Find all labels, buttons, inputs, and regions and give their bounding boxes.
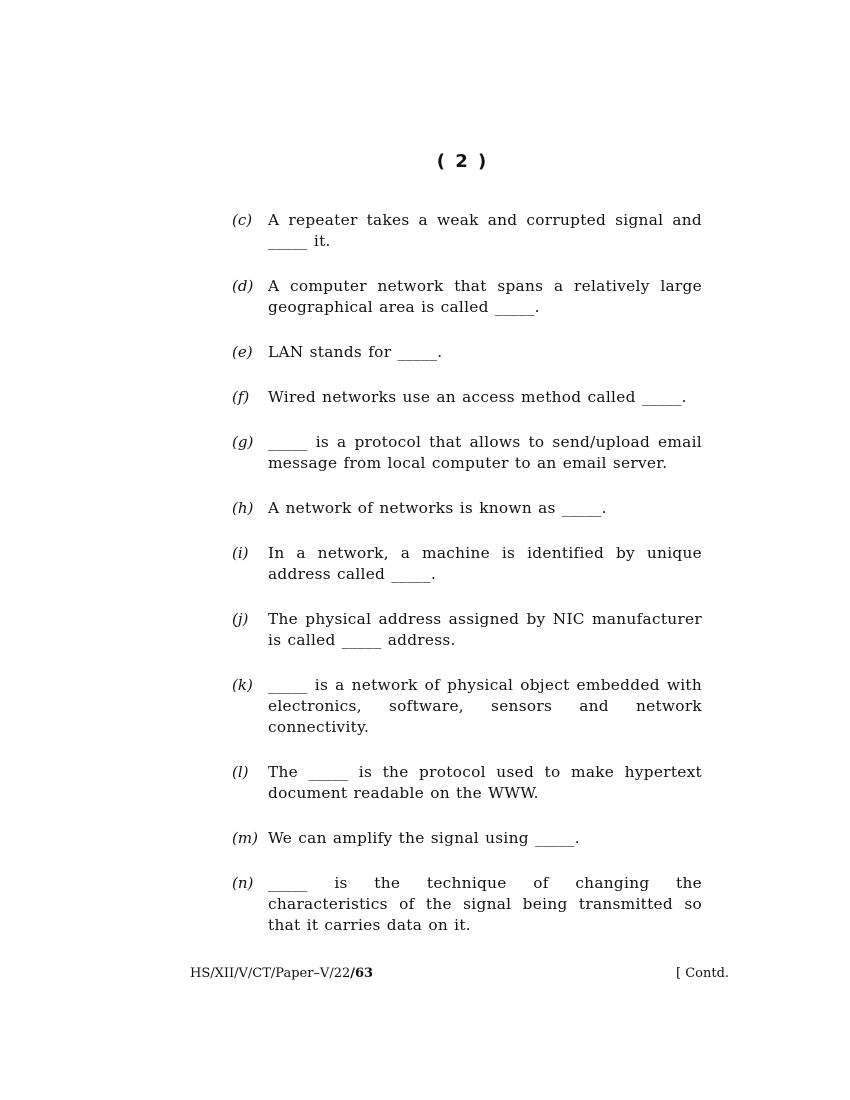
question-text: _____ is a network of physical object embedded with electronics, software, sensors and network connectivity. — [268, 676, 702, 736]
question-text: We can amplify the signal using _____. — [268, 829, 580, 847]
paper-code — [190, 966, 373, 981]
question-item — [232, 498, 702, 519]
question-text: Wired networks use an access method called _____. — [268, 388, 687, 406]
paper-code-suffix: /63 — [350, 966, 374, 981]
question-text: The _____ is the protocol used to make hypertext document readable on the WWW. — [268, 763, 702, 802]
contd-label: [ Contd. — [676, 966, 730, 981]
question-item — [232, 609, 702, 651]
question-label: (l) — [232, 763, 249, 781]
question-label: (f) — [232, 388, 250, 406]
question-label: (e) — [232, 343, 253, 361]
question-item — [232, 762, 702, 804]
question-item — [232, 387, 702, 408]
question-label: (i) — [232, 544, 249, 562]
question-text: A computer network that spans a relatively large geographical area is called _____. — [268, 277, 702, 316]
paper-code-text: HS/XII/V/CT/Paper–V/22 — [190, 966, 351, 981]
question-text: _____ is the technique of changing the characteristics of the signal being transmitted so that it carries data on it. — [268, 874, 702, 934]
question-item — [232, 873, 702, 936]
question-label: (c) — [232, 211, 253, 229]
question-label: (n) — [232, 874, 254, 892]
question-text: LAN stands for _____. — [268, 343, 443, 361]
question-text: A network of networks is known as _____. — [268, 499, 607, 517]
question-item — [232, 543, 702, 585]
page-number: ( 2 ) — [436, 151, 489, 172]
question-text: The physical address assigned by NIC manufacturer is called _____ address. — [268, 610, 702, 649]
question-item — [232, 342, 702, 363]
question-label: (j) — [232, 610, 249, 628]
question-text: _____ is a protocol that allows to send/upload email message from local computer to an email server. — [268, 433, 702, 472]
question-label: (m) — [232, 829, 258, 847]
question-item — [232, 432, 702, 474]
question-label: (d) — [232, 277, 254, 295]
question-item — [232, 276, 702, 318]
question-item — [232, 828, 702, 849]
question-item — [232, 210, 702, 252]
question-text: A repeater takes a weak and corrupted signal and _____ it. — [268, 211, 702, 250]
question-label: (g) — [232, 433, 254, 451]
question-list — [232, 210, 702, 960]
question-item — [232, 675, 702, 738]
question-text: In a network, a machine is identified by unique address called _____. — [268, 544, 702, 583]
question-label: (k) — [232, 676, 253, 694]
question-label: (h) — [232, 499, 254, 517]
